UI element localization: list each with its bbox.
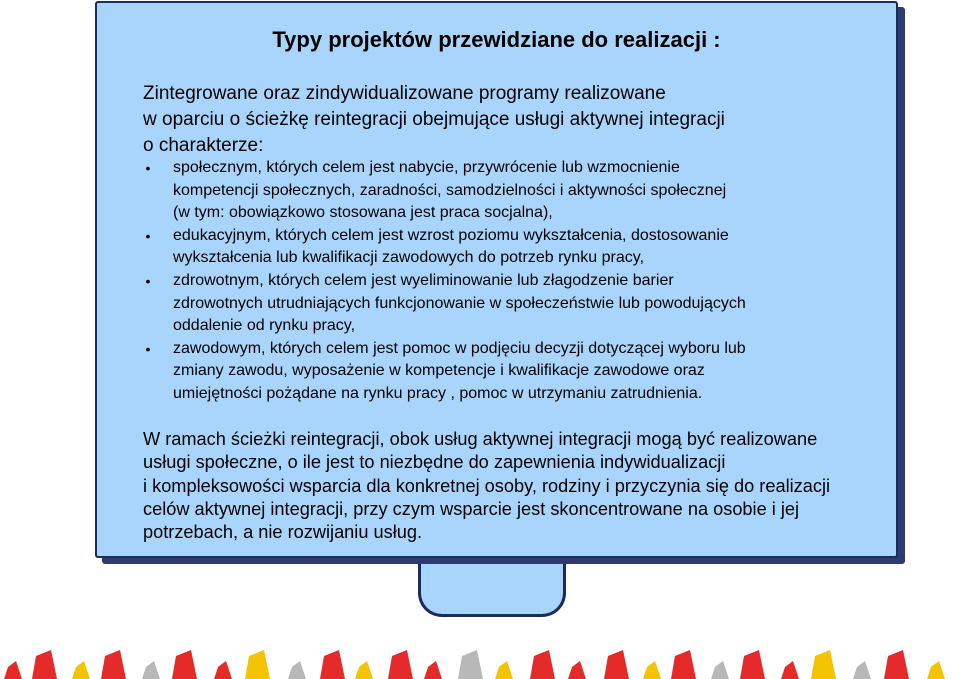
intro-text xyxy=(143,81,843,159)
list-item-line: edukacyjnym, których celem jest wzrost poziomu wykształcenia, dostosowanie xyxy=(173,226,729,244)
list-item-social xyxy=(143,157,863,225)
decor-shape xyxy=(288,661,306,679)
decor-shape xyxy=(72,661,90,679)
decor-shape xyxy=(811,650,836,679)
card-connector-tab xyxy=(418,555,566,617)
decor-shape xyxy=(4,661,22,679)
decor-shape xyxy=(530,650,555,679)
decor-shape xyxy=(568,661,586,679)
bullet-icon: • xyxy=(145,272,151,289)
intro-line: w oparciu o ścieżkę reintegracji obejmujące usługi aktywnej integracji xyxy=(143,109,725,130)
closing-paragraph xyxy=(143,428,863,544)
decor-shape xyxy=(32,650,57,679)
bullet-icon: • xyxy=(145,227,151,244)
list-item-educational xyxy=(143,225,863,270)
page-title: Typy projektów przewidziane do realizacji : xyxy=(272,27,721,52)
paragraph-line: W ramach ścieżki reintegracji, obok usług aktywnej integracji mogą być realizowane xyxy=(143,429,818,449)
list-item-line: wykształcenia lub kwalifikacji zawodowych do potrzeb rynku pracy, xyxy=(173,249,645,267)
decor-shape xyxy=(604,650,629,679)
decor-shape xyxy=(320,650,345,679)
list-item-line: zmiany zawodu, wyposażenie w kompetencje i kwalifikacje zawodowe oraz xyxy=(173,362,705,380)
intro-line: Zintegrowane oraz zindywidualizowane programy realizowane xyxy=(143,83,666,104)
list-item-line: kompetencji społecznych, zaradności, samodzielności i aktywności społecznej xyxy=(173,181,727,199)
list-item-line: (w tym: obowiązkowo stosowana jest praca socjalna), xyxy=(173,204,553,222)
decor-shape xyxy=(355,661,373,679)
decor-shape xyxy=(458,650,483,679)
paragraph-line: potrzebach, a nie rozwijaniu usług. xyxy=(143,522,423,543)
decor-shape xyxy=(388,650,413,679)
content-card xyxy=(95,1,898,558)
decor-shape xyxy=(245,650,270,679)
decor-shape xyxy=(740,650,765,679)
decor-shape xyxy=(711,661,729,679)
decor-shape xyxy=(495,661,513,679)
paragraph-line: celów aktywnej integracji, przy czym wsparcie jest skoncentrowane na osobie i jej xyxy=(143,498,800,519)
list-item-line: zdrowotnych utrudniających funkcjonowanie w społeczeństwie lub powodujących xyxy=(173,294,746,312)
decor-shape xyxy=(781,661,799,679)
decor-shape xyxy=(172,650,197,679)
list-item-line: oddalenie od rynku pracy, xyxy=(173,317,356,335)
footer-decoration xyxy=(0,615,959,679)
decor-shape xyxy=(643,661,661,679)
list-item-line: społecznym, których celem jest nabycie, przywrócenie lub wzmocnienie xyxy=(173,159,680,176)
list-item-vocational xyxy=(143,338,863,406)
decor-shape xyxy=(101,650,126,679)
decor-shape xyxy=(927,661,945,679)
paragraph-line: i kompleksowości wsparcia dla konkretnej osoby, rodziny i przyczynia się do realizacji xyxy=(143,475,831,496)
decor-shape xyxy=(671,650,696,679)
decor-shape xyxy=(424,661,442,679)
decor-shape xyxy=(214,661,232,679)
list-item-line: zdrowotnym, których celem jest wyeliminowanie lub złagodzenie barier xyxy=(173,271,674,289)
bullet-icon: • xyxy=(145,160,151,176)
project-type-list xyxy=(143,157,863,406)
list-item-line: zawodowym, których celem jest pomoc w podjęciu decyzji dotyczącej wyboru lub xyxy=(173,339,746,357)
decor-shape xyxy=(884,650,909,679)
paragraph-line: usługi społeczne, o ile jest to niezbędne do zapewnienia indywidualizacji xyxy=(143,452,726,473)
decor-shape xyxy=(853,661,871,679)
list-item-health xyxy=(143,270,863,338)
list-item-line: umiejętności pożądane na rynku pracy , pomoc w utrzymaniu zatrudnienia. xyxy=(173,384,703,402)
decor-shape xyxy=(142,661,160,679)
intro-line: o charakterze: xyxy=(143,135,264,156)
bullet-icon: • xyxy=(145,340,151,357)
